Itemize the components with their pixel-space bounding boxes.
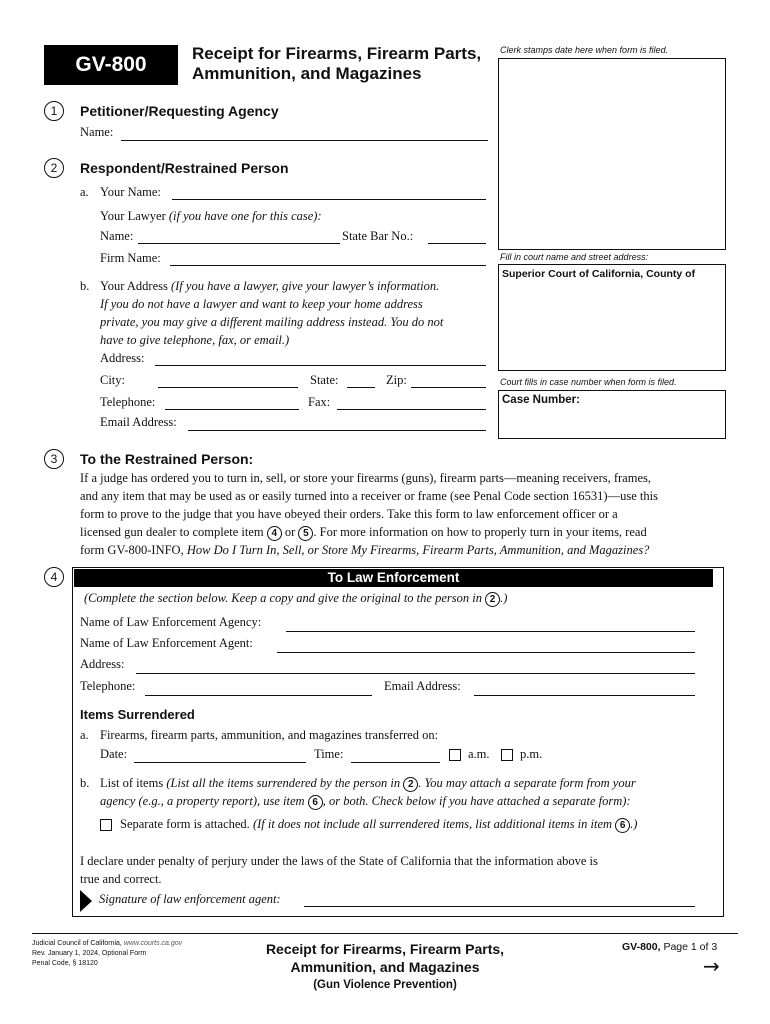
your-name-label: Your Name:: [100, 185, 161, 199]
item-4a-label: a.: [80, 728, 89, 742]
state-label: State:: [310, 373, 339, 387]
date-field[interactable]: [134, 762, 306, 763]
agent-field[interactable]: [277, 652, 695, 653]
form-title-line1: Receipt for Firearms, Firearm Parts,: [192, 44, 482, 63]
form-code: GV-800: [75, 53, 147, 76]
le-address-label: Address:: [80, 657, 125, 671]
s3-line-4a: licensed gun dealer to complete item: [80, 525, 267, 539]
footer-subtitle: (Gun Violence Prevention): [313, 979, 457, 991]
telephone-label: Telephone:: [100, 395, 156, 409]
next-page-arrow-icon[interactable]: →: [703, 954, 720, 978]
pm-label: p.m.: [520, 747, 543, 761]
court-box-label: Fill in court name and street address:: [500, 252, 649, 262]
s3-line-3: form to prove to the judge that you have obeyed their orders. Take this form to law enforcement officer or a: [80, 507, 618, 521]
footer-page-number: Page 1 of 3: [660, 941, 718, 953]
zip-field[interactable]: [411, 387, 486, 388]
lawyer-name-field[interactable]: [138, 243, 340, 244]
footer-form-id: GV-800,: [622, 941, 661, 953]
court-name-box[interactable]: [498, 264, 726, 371]
pm-checkbox[interactable]: [501, 749, 513, 761]
sep-note: (If it does not include all surrendered items, list additional items in item: [252, 817, 616, 831]
lawyer-intro: Your Lawyer: [100, 209, 169, 223]
s3-line-5a: form GV-800-INFO,: [80, 543, 187, 557]
footer-page: [622, 941, 717, 953]
address-intro: Your Address: [100, 279, 171, 293]
form-title-line2: Ammunition, and Magazines: [192, 64, 422, 83]
fax-label: Fax:: [308, 395, 331, 409]
item-1-number: 1: [44, 101, 64, 121]
footer-title: [230, 940, 540, 993]
court-name-text: Superior Court of California, County of: [502, 268, 696, 280]
petitioner-name-field[interactable]: [121, 140, 488, 141]
section-2-title: Respondent/Restrained Person: [80, 160, 289, 176]
item-4b-label: b.: [80, 776, 90, 790]
law-enforcement-banner: [74, 569, 713, 587]
s3-line-5b: How Do I Turn In, Sell, or Store My Firearms, Firearm Parts, Ammunition, and Magazines?: [186, 543, 650, 557]
declare-1: I declare under penalty of perjury under the laws of the State of California that the information above is: [80, 854, 598, 868]
s3-line-4c: . For more information on how to properly turn in your items, read: [313, 525, 647, 539]
footer-code: Penal Code, § 18120: [32, 960, 98, 967]
address-note-3: private, you may give a different mailing address instead. You do not: [100, 315, 444, 329]
s4-intro: [84, 591, 507, 607]
date-label: Date:: [100, 747, 128, 761]
clerk-note: Clerk stamps date here when form is filed.: [500, 45, 669, 55]
b-text-1: List of items: [100, 776, 167, 790]
footer-org: [32, 940, 182, 947]
time-label: Time:: [314, 747, 344, 761]
lawyer-note: (if you have one for this case):: [168, 209, 322, 223]
item-4b-text: [100, 774, 636, 810]
ref-item-2: 2: [485, 592, 500, 607]
section-3-body: [80, 469, 730, 559]
email-label: Email Address:: [100, 415, 177, 429]
your-name-field[interactable]: [172, 199, 486, 200]
ref-item-4: 4: [267, 526, 282, 541]
email-field[interactable]: [188, 430, 486, 431]
case-number-note: Court fills in case number when form is filed.: [500, 377, 677, 387]
item-2b-label: b.: [80, 279, 90, 293]
address-field[interactable]: [155, 365, 486, 366]
fax-field[interactable]: [337, 409, 486, 410]
lawyer-name-label: Name:: [100, 229, 134, 243]
le-email-field[interactable]: [474, 695, 695, 696]
item-3-number: 3: [44, 449, 64, 469]
address-note-1: (If you have a lawyer, give your lawyer’s information.: [170, 279, 440, 293]
city-field[interactable]: [158, 387, 298, 388]
b-note-1a: (List all the items surrendered by the person in: [166, 776, 404, 790]
s3-line-2: and any item that may be used as or easily turned into a receiver or frame (see Penal Code section 16531)—use this: [80, 489, 658, 503]
le-address-field[interactable]: [136, 673, 695, 674]
agency-label: Name of Law Enforcement Agency:: [80, 615, 262, 629]
am-checkbox[interactable]: [449, 749, 461, 761]
case-number-label: Case Number:: [502, 394, 580, 406]
address-instructions: [100, 277, 492, 349]
section-1-title: Petitioner/Requesting Agency: [80, 103, 279, 119]
b-note-1b: . You may attach a separate form from your: [418, 776, 636, 790]
ref-item-5: 5: [298, 526, 313, 541]
separate-form-checkbox[interactable]: [100, 819, 112, 831]
banner-text: To Law Enforcement: [327, 570, 460, 585]
separate-form-text: [120, 817, 637, 833]
item-4a-text: Firearms, firearm parts, ammunition, and magazines transferred on:: [100, 728, 439, 742]
address-note-4: have to give telephone, fax, or email.): [100, 333, 290, 347]
petitioner-name-label: Name:: [80, 125, 114, 139]
time-field[interactable]: [351, 762, 440, 763]
declare-2: true and correct.: [80, 872, 162, 886]
agent-label: Name of Law Enforcement Agent:: [80, 636, 253, 650]
signature-field[interactable]: [304, 906, 695, 907]
le-email-label: Email Address:: [384, 679, 461, 693]
b-note-2a: agency (e.g., a property report), use item: [100, 794, 308, 808]
ref-item-6b: 6: [615, 818, 630, 833]
case-number-box[interactable]: [498, 390, 726, 439]
city-label: City:: [100, 373, 126, 387]
b-note-2b: , or both. Check below if you have attached a separate form):: [322, 794, 631, 808]
footer-title-2: Ammunition, and Magazines: [290, 959, 480, 975]
footer-org-name: Judicial Council of California,: [32, 940, 124, 947]
s4-intro-a: (Complete the section below. Keep a copy and give the original to the person in: [84, 591, 486, 605]
address-label: Address:: [100, 351, 145, 365]
clerk-stamp-box[interactable]: [498, 58, 726, 250]
le-telephone-label: Telephone:: [80, 679, 136, 693]
ref-item-6: 6: [308, 795, 323, 810]
signature-label: Signature of law enforcement agent:: [99, 892, 281, 906]
agency-field[interactable]: [286, 631, 695, 632]
address-note-2: If you do not have a lawyer and want to keep your home address: [100, 297, 423, 311]
ref-item-2b: 2: [403, 777, 418, 792]
footer-url[interactable]: www.courts.ca.gov: [123, 940, 183, 947]
s3-line-1: If a judge has ordered you to turn in, sell, or store your firearms (guns), firearm parts—meaning receivers, frames,: [80, 471, 651, 485]
items-surrendered-title: Items Surrendered: [80, 707, 195, 722]
telephone-field[interactable]: [165, 409, 299, 410]
firm-name-label: Firm Name:: [100, 251, 161, 265]
item-2-number: 2: [44, 158, 64, 178]
le-telephone-field[interactable]: [145, 695, 372, 696]
state-field[interactable]: [347, 387, 375, 388]
signature-arrow-icon: [80, 890, 92, 912]
section-3-title: To the Restrained Person:: [80, 451, 254, 467]
item-2a-label: a.: [80, 185, 89, 199]
zip-label: Zip:: [386, 373, 407, 387]
lawyer-label: [100, 209, 322, 224]
declaration: [80, 852, 598, 888]
s4-intro-b: .): [500, 591, 508, 605]
sep-end: .): [630, 817, 638, 831]
item-4-number: 4: [44, 567, 64, 587]
firm-name-field[interactable]: [170, 265, 486, 266]
state-bar-label: State Bar No.:: [342, 229, 414, 243]
footer-title-1: Receipt for Firearms, Firearm Parts,: [265, 941, 505, 957]
state-bar-field[interactable]: [428, 243, 486, 244]
s3-line-4b: or: [281, 525, 299, 539]
footer-divider: [32, 933, 738, 934]
footer-rev: Rev. January 1, 2024, Optional Form: [32, 950, 147, 957]
form-code-badge: [44, 45, 178, 85]
sep-text: Separate form is attached.: [120, 817, 253, 831]
am-label: a.m.: [468, 747, 490, 761]
